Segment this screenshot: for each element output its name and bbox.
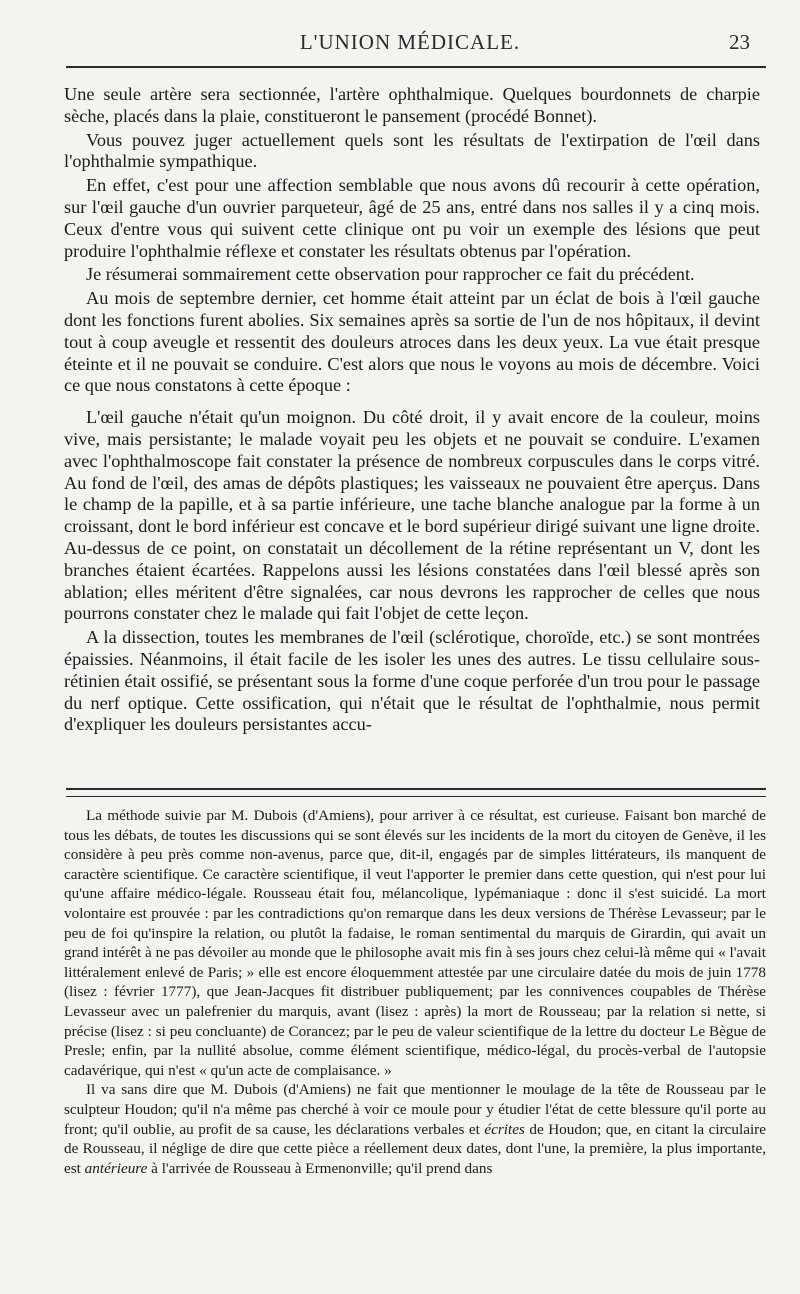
note-text: Il va sans dire que M. Dubois (d'Amiens) ne fait que mentionner le moulage de la tête de Rousseau par le sculpteur Houdon; qu'il n'a même pas cherché à voir ce moule pour y étudier l'état de cette blessure qu'il porte au front; qu'il oublie, au profit de sa cause, les déclarations verbales et <box>64 1081 766 1138</box>
header-rule <box>66 66 766 68</box>
paragraph: Une seule artère sera sectionnée, l'artère ophthalmique. Quelques bourdonnets de charpie sèche, placés dans la plaie, constitueront le pansement (procédé Bonnet). <box>64 84 760 126</box>
note-emphasis: antérieure <box>84 1159 148 1177</box>
section-rule <box>66 788 766 790</box>
paragraph: Au mois de septembre dernier, cet homme était atteint par un éclat de bois à l'œil gauche dont les fonctions furent abolies. Six semaines après sa sortie de l'un de nos hôpitaux, il devint tout à coup aveugle et ressentit des douleurs atroces dans les deux yeux. La vue était presque éteinte et il ne pouvait se conduire. C'est alors que nous le voyons au mois de décembre. Voici ce que nous constatons à cette époque : <box>64 288 760 396</box>
journal-title: L'UNION MÉDICALE. <box>299 30 521 54</box>
note-text: à l'arrivée de Rousseau à Ermenonville; qu'il prend dans <box>147 1159 493 1177</box>
feuilleton-text <box>64 806 766 1178</box>
paragraph: A la dissection, toutes les membranes de l'œil (sclérotique, choroïde, etc.) se sont montrées épaissies. Néanmoins, il était facile de les isoler les unes des autres. Le tissu cellulaire sous-rétinien était ossifié, se présentant sous la forme d'une coque perforée d'un trou pour le passage du nerf optique. Cette ossification, qui n'était que le résultat de l'ophthalmie, nous permit d'expliquer les douleurs persistantes accu- <box>64 627 760 735</box>
note-paragraph: La méthode suivie par M. Dubois (d'Amiens), pour arriver à ce résultat, est curieuse. Faisant bon marché de tous les débats, de toutes les discussions qui se sont élevés sur les incidents de la mort du citoyen de Genève, il les considère à peu près comme non-avenus, parce que, dit-il, engagés par de simples littérateurs, ils manquent de caractère scientifique. Ce caractère scientifique, il veut l'apporter le premier dans cette question, qui n'est pour lui qu'une affaire médico-légale. Rousseau était fou, mélancolique, lypémaniaque : donc il s'est suicidé. La mort volontaire est prouvée : par les contradictions qu'on remarque dans les deux versions de Thérèse Levasseur; par le peu de foi qu'inspire la relation, ou plutôt la fadaise, le roman sentimental du marquis de Girardin, qui avait un grand intérêt à ne pas dévoiler au monde que le philosophe avait mis fin à ses jours chez celui-là même qui « l'avait littéralement enlevé de Paris; » elle est encore éloquemment attestée par une circulaire datée du mois de juin 1778 (lisez : février 1777), que Jean-Jacques fit distribuer publiquement; par les connivences coupables de Thérèse Levasseur avec un palefrenier du marquis, avant (lisez : après) la mort de Rousseau; par la relation si nette, si précise (lisez : si peu concluante) de Corancez; par le peu de valeur scientifique de la lettre du docteur Le Bègue de Presle; enfin, par la nullité absolue, comme élément scientifique, médico-légal, du procès-verbal de l'autopsie cadavérique, qui n'est « qu'un acte de complaisance. » <box>64 807 766 1079</box>
paragraph: Vous pouvez juger actuellement quels sont les résultats de l'extirpation de l'œil dans l'ophthalmie sympathique. <box>64 129 760 172</box>
paragraph: Je résumerai sommairement cette observation pour rapprocher ce fait du précédent. <box>86 264 695 285</box>
page-number: 23 <box>729 30 750 54</box>
page-header <box>64 30 756 60</box>
section-rule-thin <box>66 796 766 797</box>
paragraph: En effet, c'est pour une affection semblable que nous avons dû recourir à cette opération, sur l'œil gauche d'un ouvrier parqueteur, âgé de 25 ans, entré dans nos salles il y a cinq mois. Ceux d'entre vous qui suivent cette clinique ont pu voir un exemple des lésions que peut produire l'ophthalmie réflexe et constater les résultats obtenus par l'opération. <box>64 175 760 261</box>
note-text: de Houdon; que, en citant la circulaire de Rousseau, il néglige de dire que cette pièce a réellement deux dates, dont l'une, la première, la plus importante, est <box>64 1120 766 1177</box>
main-text <box>64 84 760 738</box>
paragraph: L'œil gauche n'était qu'un moignon. Du côté droit, il y avait encore de la couleur, moins vive, mais persistante; le malade voyait peu les objets et ne pouvait se conduire. L'examen avec l'ophthalmoscope fait constater la présence de nombreux corpuscules dans le corps vitré. Au fond de l'œil, des amas de dépôts plastiques; les vaisseaux ne pouvaient être aperçus. Dans le champ de la papille, et à sa partie inférieure, une tache blanche analogue par la forme à un croissant, dont le bord inférieur est concave et le bord supérieur dirigé suivant une ligne droite. Au-dessus de ce point, on constatait un décollement de la rétine représentant un V, dont les branches étaient écartées. Rappelons aussi les lésions constatées dans l'œil blessé après son ablation; elles méritent d'être signalées, car nous devrons les rapprocher de celles que nous pourrons constater chez le malade qui fait l'objet de cette leçon. <box>64 407 760 624</box>
note-emphasis: écrites <box>484 1120 525 1138</box>
note-paragraph <box>64 1080 766 1178</box>
